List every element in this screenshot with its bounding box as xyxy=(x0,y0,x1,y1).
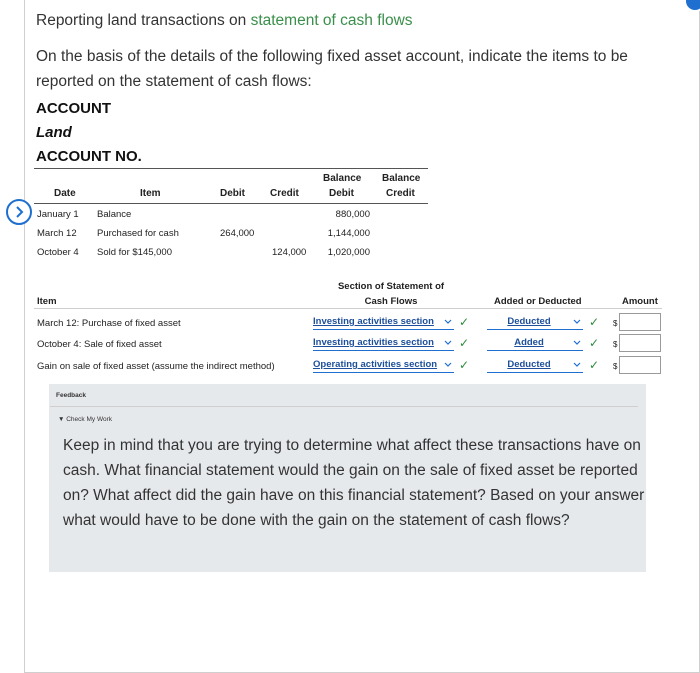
chevron-down-icon xyxy=(443,337,453,349)
instructions: On the basis of the details of the following fixed asset account, indicate the items to be reported on the statement of cash flows: xyxy=(36,48,628,90)
added-deducted-value: Added xyxy=(514,337,544,348)
feedback-label: Feedback xyxy=(56,392,86,399)
row-item: March 12: Purchase of fixed asset xyxy=(37,318,181,329)
header-balance-debit-1: Balance xyxy=(323,173,362,184)
chevron-right-icon xyxy=(13,206,25,218)
chevron-down-icon xyxy=(572,316,582,328)
check-icon: ✓ xyxy=(459,315,470,329)
added-deducted-select[interactable] xyxy=(487,359,583,373)
ledger-item: Balance xyxy=(97,209,132,220)
chevron-down-icon xyxy=(572,359,582,371)
header-amount: Amount xyxy=(622,296,658,307)
account-number-label: ACCOUNT NO. xyxy=(36,148,142,165)
ledger-debit: 264,000 xyxy=(220,228,255,239)
section-select-value: Operating activities section xyxy=(313,359,438,370)
header-section xyxy=(320,279,462,309)
row-item: Gain on sale of fixed asset (assume the indirect method) xyxy=(37,361,275,372)
currency-symbol: $ xyxy=(613,319,618,328)
header-section-line-1: Section of Statement of xyxy=(337,281,445,292)
chevron-down-icon xyxy=(572,337,582,349)
header-item: Item xyxy=(37,296,57,307)
header-section-line-2: Cash Flows xyxy=(364,296,418,307)
ledger-balance-debit: 1,144,000 xyxy=(327,228,370,239)
next-button[interactable] xyxy=(6,199,32,225)
section-header-rule xyxy=(34,308,662,309)
chevron-down-icon xyxy=(443,359,453,371)
amount-input[interactable] xyxy=(619,334,661,352)
ledger-header-rule xyxy=(34,203,428,204)
ledger-date: January 1 xyxy=(37,209,79,220)
page-title xyxy=(36,12,413,30)
added-deducted-select[interactable] xyxy=(487,316,583,330)
ledger-item: Purchased for cash xyxy=(97,228,179,239)
check-icon: ✓ xyxy=(589,315,600,329)
row-item: October 4: Sale of fixed asset xyxy=(37,339,162,350)
check-icon: ✓ xyxy=(589,358,600,372)
feedback-text: Keep in mind that you are trying to determine what affect these transactions have on cash. What financial statement would the gain on the sale of fixed asset be reported on? What affect did the gain have on this financial statement? Based on your answer what would have to be done with the gain on the statement of cash flows? xyxy=(63,437,645,529)
header-added-deducted: Added or Deducted xyxy=(494,296,582,307)
check-icon: ✓ xyxy=(459,358,470,372)
cash-flows-link[interactable]: statement of cash flows xyxy=(250,12,413,29)
header-item: Item xyxy=(140,188,161,199)
section-select-value: Investing activities section xyxy=(313,337,434,348)
header-debit: Debit xyxy=(220,188,245,199)
ledger-date: March 12 xyxy=(37,228,77,239)
section-select[interactable] xyxy=(313,316,454,330)
ledger-balance-debit: 1,020,000 xyxy=(327,247,370,258)
header-balance-credit-2: Credit xyxy=(386,188,415,199)
header-date: Date xyxy=(54,188,76,199)
ledger-balance-debit: 880,000 xyxy=(335,209,370,220)
header-balance-credit-1: Balance xyxy=(382,173,421,184)
check-icon: ✓ xyxy=(459,336,470,350)
ledger-top-rule xyxy=(34,168,428,169)
chevron-down-icon xyxy=(443,316,453,328)
added-deducted-value: Deducted xyxy=(507,316,551,327)
amount-input[interactable] xyxy=(619,313,661,331)
header-credit: Credit xyxy=(270,188,299,199)
added-deducted-value: Deducted xyxy=(507,359,551,370)
title-prefix: Reporting land transactions on xyxy=(36,12,251,29)
section-select-value: Investing activities section xyxy=(313,316,434,327)
feedback-rule xyxy=(50,406,638,407)
account-name: Land xyxy=(36,124,72,141)
added-deducted-select[interactable] xyxy=(487,337,583,351)
section-select[interactable] xyxy=(313,337,454,351)
header-balance-debit-2: Debit xyxy=(329,188,354,199)
section-select[interactable] xyxy=(313,359,454,373)
ledger-credit: 124,000 xyxy=(272,247,307,258)
ledger-item: Sold for $145,000 xyxy=(97,247,173,258)
amount-input[interactable] xyxy=(619,356,661,374)
check-icon: ✓ xyxy=(589,336,600,350)
currency-symbol: $ xyxy=(613,362,618,371)
currency-symbol: $ xyxy=(613,340,618,349)
check-my-work-toggle[interactable]: ▼ Check My Work xyxy=(58,416,112,423)
account-label: ACCOUNT xyxy=(36,100,111,117)
ledger-date: October 4 xyxy=(37,247,79,258)
